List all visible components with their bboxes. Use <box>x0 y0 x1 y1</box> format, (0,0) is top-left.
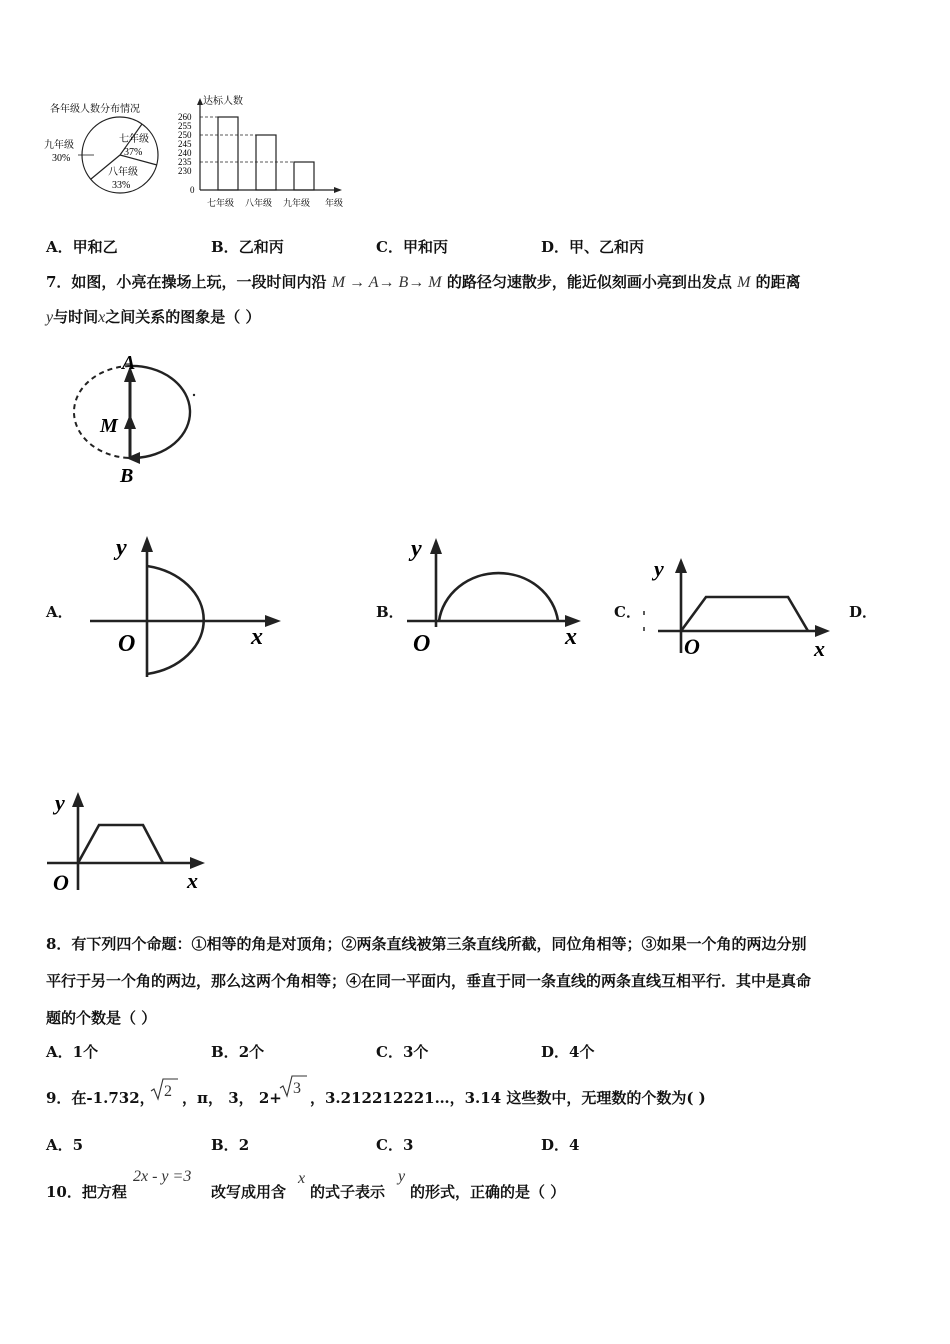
q8-option-c-key: C． <box>376 1043 403 1061</box>
q7-option-d-label[interactable]: D． <box>849 603 878 621</box>
sqrt2-radicand: 2 <box>164 1083 172 1100</box>
q8-option-b[interactable] <box>211 1041 264 1062</box>
q9-stem-part1: 9．在-1.732， <box>46 1089 155 1107</box>
graph-d-x-label: x <box>187 868 198 893</box>
q8-option-b-key: B． <box>211 1043 239 1061</box>
q7-text-1: 7．如图，小亮在操场上玩，一段时间内沿 <box>46 273 327 291</box>
pie-percent-grade9: 30% <box>52 153 71 164</box>
bar-category-label-2: 八年级 <box>245 198 273 208</box>
q7-point-m: M <box>737 274 751 291</box>
q10-var-y: y <box>398 1168 406 1185</box>
graph-d-trapezoid <box>78 825 163 863</box>
q7-path-expr: M → A→ B→ M <box>331 274 442 291</box>
bar-y-tick-label: 245 <box>178 139 192 149</box>
q7-var-y: y <box>46 309 54 326</box>
bar-y-tick-label: 235 <box>178 157 192 167</box>
q9-option-a-text: 5 <box>72 1136 84 1154</box>
graph-b-origin: O <box>413 631 431 657</box>
q9-option-b-text: 2 <box>238 1136 250 1154</box>
graph-a-x-arrow <box>265 615 281 627</box>
q7-stem-line1 <box>46 271 801 292</box>
graph-b-y-arrow <box>430 538 442 554</box>
q7-graph-a[interactable] <box>85 532 295 677</box>
q10-var-x: x <box>298 1170 306 1187</box>
graph-d-y-arrow <box>72 792 84 807</box>
bar-y-tick-label: 0 <box>190 185 195 195</box>
graph-a-x-label: x <box>251 624 263 650</box>
q9-option-b[interactable] <box>211 1134 249 1155</box>
q7-arrow-up-mid <box>124 414 136 429</box>
q6-option-c-text: 甲和丙 <box>402 238 448 256</box>
q8-option-d[interactable] <box>541 1041 594 1062</box>
q7-arrow-to-b <box>126 452 140 464</box>
q9-option-c-text: 3 <box>402 1136 414 1154</box>
graph-b-x-label: x <box>565 624 577 650</box>
q7-label-m: M <box>100 415 118 437</box>
q6-option-d-text: 甲、乙和丙 <box>569 238 645 256</box>
bar-2 <box>256 135 276 190</box>
graph-c-origin: O <box>684 634 700 659</box>
q9-option-c[interactable] <box>376 1134 413 1155</box>
q10-stem-part3: 的式子表示 <box>310 1183 386 1201</box>
bar-y-tick-label: 250 <box>178 130 192 140</box>
bar-y-tick-label: 260 <box>178 112 192 122</box>
q9-option-c-key: C． <box>376 1136 403 1154</box>
q10-stem-part1: 10．把方程 <box>46 1183 127 1201</box>
graph-d-y-label: y <box>55 790 65 815</box>
pie-label-grade7: 七年级 <box>119 134 149 145</box>
q7-label-b: B <box>120 465 134 487</box>
bar-y-tick-label: 230 <box>178 166 192 176</box>
q7-graph-b[interactable] <box>403 532 595 657</box>
q9-option-a-key: A． <box>46 1136 73 1154</box>
q7-option-b-label[interactable]: B． <box>376 603 404 621</box>
q7-label-a: A <box>122 352 136 374</box>
graph-a-y-arrow <box>141 536 153 552</box>
q6-option-a-key: A． <box>46 238 73 256</box>
q8-line-3: 题的个数是（ ） <box>46 1009 157 1027</box>
q8-option-a-key: A． <box>46 1043 73 1061</box>
q9-stem-part2: ，π， 3， 2+ <box>182 1089 282 1107</box>
bar-x-axis-arrow <box>334 187 342 193</box>
graph-c-y-arrow <box>675 558 687 573</box>
graph-a-y-label: y <box>116 535 127 561</box>
q6-option-c[interactable] <box>376 236 448 257</box>
pie-label-grade8: 八年级 <box>108 167 138 178</box>
q6-option-c-key: C． <box>376 238 403 256</box>
bar-3 <box>294 162 314 190</box>
pie-chart <box>40 95 170 205</box>
q8-option-d-text: 4个 <box>569 1043 595 1061</box>
graph-b-curve <box>439 573 558 621</box>
q7-path-figure <box>60 352 210 487</box>
q8-line-2: 平行于另一个角的两边，那么这两个角相等；④在同一平面内，垂直于同一条直线的两条直线互相平行．其中是真命 <box>46 972 812 990</box>
q7-graph-d[interactable] <box>45 788 220 896</box>
bar-x-axis-label: 年级 <box>325 198 344 208</box>
bar-y-tick-label: 255 <box>178 121 192 131</box>
q9-option-d-text: 4 <box>569 1136 580 1154</box>
q7-text-4: 与时间 <box>53 308 99 326</box>
q9-stem-part3: ，3.212212221…，3.14 这些数中，无理数的个数为( ) <box>310 1089 706 1107</box>
pie-percent-grade7: 37% <box>124 147 143 158</box>
q10-stem-part4: 的形式，正确的是（ ） <box>410 1183 566 1201</box>
graph-c-y-label: y <box>654 556 664 581</box>
pie-percent-grade8: 33% <box>112 180 131 191</box>
bar-category-label-1: 七年级 <box>207 198 235 208</box>
q7-option-a-label[interactable]: A． <box>46 603 73 621</box>
q7-var-x: x <box>98 309 106 326</box>
q7-dot <box>193 394 195 396</box>
q8-option-a-text: 1个 <box>72 1043 99 1061</box>
q8-option-d-key: D． <box>541 1043 570 1061</box>
q8-line-1: 8．有下列四个命题：①相等的角是对顶角；②两条直线被第三条直线所截，同位角相等；③如果一个角的两边分别 <box>46 935 807 953</box>
q7-graph-c[interactable] <box>638 555 840 665</box>
q7-arc-solid <box>130 366 190 458</box>
q6-option-d[interactable] <box>541 236 644 257</box>
q9-sqrt2 <box>149 1076 179 1104</box>
graph-c-x-label: x <box>814 636 825 661</box>
q9-sqrt3 <box>278 1073 308 1101</box>
q7-text-5: 之间关系的图象是（ ） <box>105 308 261 326</box>
pie-title: 各年级人数分布情况 <box>50 104 140 115</box>
q8-option-c[interactable] <box>376 1041 428 1062</box>
bar-y-tick-label: 240 <box>178 148 192 158</box>
q10-equation: 2x - y =3 <box>133 1168 192 1185</box>
bar-chart-title: 达标人数 <box>203 96 243 107</box>
q10-stem-part2: 改写成用含 <box>211 1183 287 1201</box>
graph-c-trapezoid <box>681 597 808 631</box>
q6-option-b-key: B． <box>211 238 239 256</box>
q9-option-a[interactable] <box>46 1134 83 1155</box>
q6-option-d-key: D． <box>541 238 570 256</box>
graph-b-y-label: y <box>411 536 422 562</box>
q7-text-3: 的距离 <box>755 273 801 291</box>
pie-label-grade9: 九年级 <box>44 140 74 151</box>
bar-chart <box>170 92 355 212</box>
q9-option-d[interactable] <box>541 1134 579 1155</box>
q7-text-2: 的路径匀速散步，能近似刻画小亮到出发点 <box>446 273 732 291</box>
q8-option-b-text: 2个 <box>238 1043 265 1061</box>
bar-category-label-3: 九年级 <box>283 198 311 208</box>
q6-option-b-text: 乙和丙 <box>238 238 284 256</box>
graph-d-origin: O <box>53 870 69 895</box>
graph-a-origin: O <box>118 631 136 657</box>
q8-option-c-text: 3个 <box>402 1043 429 1061</box>
bar-1 <box>218 117 238 190</box>
q9-option-d-key: D． <box>541 1136 570 1154</box>
q9-option-b-key: B． <box>211 1136 239 1154</box>
q6-option-b[interactable] <box>211 236 284 257</box>
q6-option-a[interactable] <box>46 236 118 257</box>
q6-option-a-text: 甲和乙 <box>72 238 118 256</box>
sqrt3-radicand: 3 <box>293 1080 301 1097</box>
q8-option-a[interactable] <box>46 1041 98 1062</box>
q7-option-c-label[interactable]: C． <box>614 603 641 621</box>
q7-stem-line2 <box>46 306 260 327</box>
